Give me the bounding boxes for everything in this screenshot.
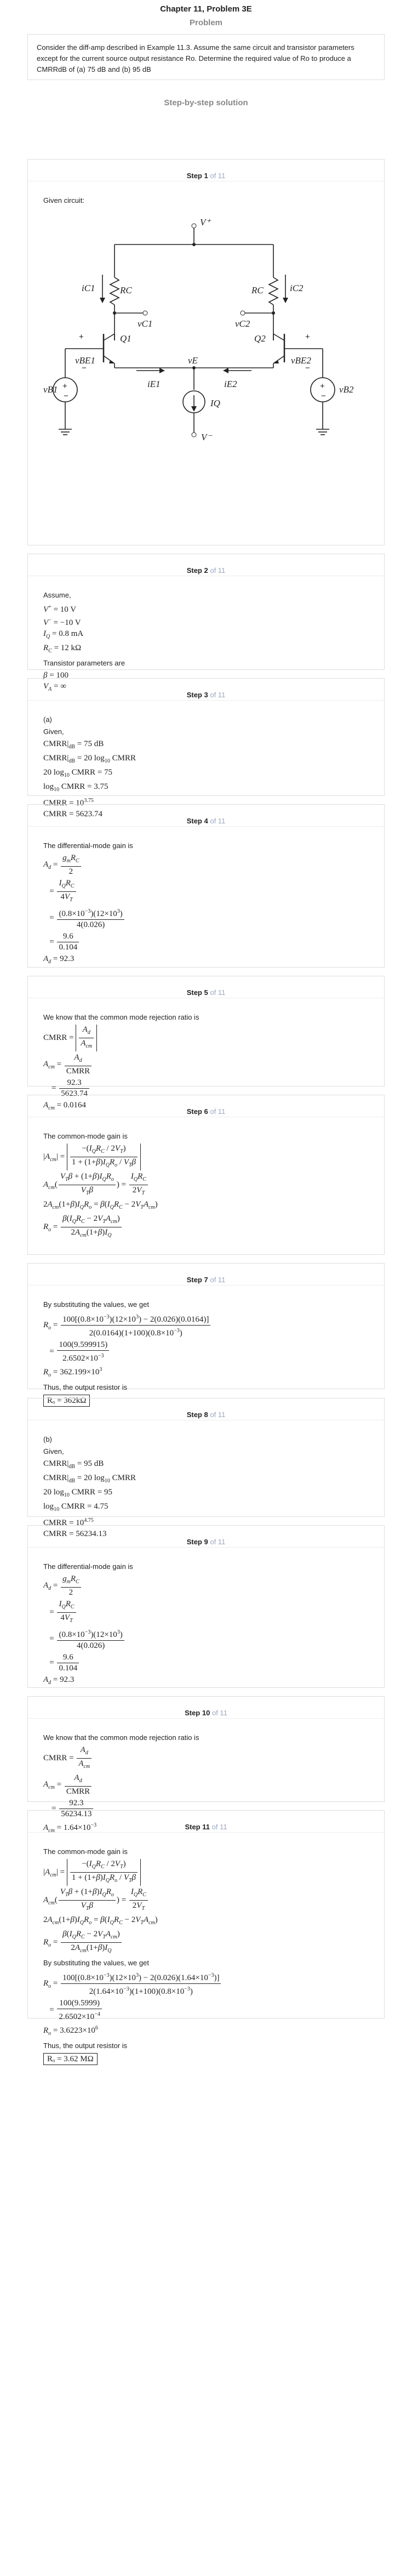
svg-text:+: + bbox=[320, 382, 325, 391]
label-ie1: iE1 bbox=[147, 379, 161, 389]
step-2-header: Step 2 of 11 bbox=[28, 554, 384, 576]
step-2-assume: Assume, bbox=[43, 591, 71, 599]
svg-text:−: − bbox=[64, 391, 68, 401]
step-4-header: Step 4 of 11 bbox=[28, 805, 384, 827]
step-11: Step 11 of 11 The common-mode gain is $|A_{cm}|$ = $\frac{-(I_QR_C / 2V_T)}{1 + (1+\beta)I_QR_o / V_T\beta}$ $A_{cm}$( $\frac{V_T\beta + (1+\beta)I_QR_o}{V_T\beta}$ ) = $\frac{I_QR_C}{2V_T}$ $2A_{cm}(1+\beta)I_QR_o = \beta(I_QR_C - 2V_TA_{cm})$ $R_o$ = $\frac{\beta(I_QR_C - 2V_TA_{cm})}{2A_{cm}(1+\beta)I_Q}$ By substituting the values, we get $R_o$ = $\frac{100[(0.8\times 10^{-3})(12\times 10^3) - 2(0.026)(1.64\times 10^{-3})]}{2(1.64\times 10^{-3})(1+100)(0.8\times 10^{-3})}$ = $\frac{100(9.5999)}{2.6502\times 10^{-4}}$ $R_o = 3.6223\times 10^6$ Thus, the output resistor is Rₒ = 3.62 MΩ bbox=[27, 1810, 385, 2018]
label-ic2: iC2 bbox=[290, 283, 304, 293]
label-q2: Q2 bbox=[254, 333, 266, 344]
step-3-header: Step 3 of 11 bbox=[28, 679, 384, 701]
label-vb2: vB2 bbox=[339, 384, 354, 395]
step-7-thus: Thus, the output resistor is bbox=[43, 1383, 128, 1391]
svg-text:−: − bbox=[82, 363, 87, 373]
step-9-header: Step 9 of 11 bbox=[28, 1526, 384, 1548]
step-2-params: Transistor parameters are bbox=[43, 659, 125, 667]
label-vb1: vB1 bbox=[43, 384, 58, 395]
diff-amp-circuit-diagram bbox=[43, 203, 372, 532]
step-5-text: We know that the common mode rejection ratio is bbox=[43, 1013, 199, 1021]
step-1 bbox=[27, 159, 385, 545]
svg-text:+: + bbox=[79, 332, 84, 342]
label-iq: IQ bbox=[210, 398, 220, 408]
label-ve: vE bbox=[188, 355, 198, 366]
solution-heading: Step-by-step solution bbox=[164, 98, 248, 107]
svg-text:−: − bbox=[305, 363, 310, 373]
label-vc2: vC2 bbox=[235, 319, 250, 329]
step-6-text: The common-mode gain is bbox=[43, 1132, 128, 1140]
label-ic1: iC1 bbox=[82, 283, 95, 293]
step-8-header: Step 8 of 11 bbox=[28, 1398, 384, 1420]
step-1-header: Step 1 of 11 bbox=[28, 160, 384, 181]
step-9-text: The differential-mode gain is bbox=[43, 1562, 133, 1571]
step-10-header: Step 10 of 11 bbox=[28, 1697, 384, 1719]
label-vc1: vC1 bbox=[138, 319, 153, 329]
answer-b: Rₒ = 3.62 MΩ bbox=[43, 2053, 98, 2065]
step-8-given: Given, bbox=[43, 1447, 64, 1455]
problem-statement: Consider the diff-amp described in Example 11.3. Assume the same circuit and transistor parameters except for the current source output resistance Ro. Determine the required value of Ro to produce a CMRRdB of (a) 75 dB and (b) 95 dB bbox=[27, 34, 385, 80]
step-4-text: The differential-mode gain is bbox=[43, 841, 133, 850]
step-2: Step 2 of 11 Assume, V+ = 10 V V− = −10 V $I_Q = 0.8$ mA $R_C = 12$ kΩ Transistor parameters are β = 100 $V_A$ = ∞ bbox=[27, 554, 385, 670]
problem-heading: Problem bbox=[189, 18, 222, 27]
label-vbe1: vBE1 bbox=[75, 355, 95, 366]
step-11-thus: Thus, the output resistor is bbox=[43, 2042, 128, 2050]
step-3: Step 3 of 11 (a) Given, $CMRR|_{dB} = 75$ dB $CMRR|_{dB} = 20$ $\log_{10}$ CMRR 20 $\log_{10}$ CMRR = 75 $\log_{10}$ CMRR = 3.75 CMRR = $10^{3.75}$ CMRR = 5623.74 bbox=[27, 678, 385, 796]
step-5: Step 5 of 11 We know that the common mode rejection ratio is CMRR = $\frac{A_d}{A_{cm}}$ $A_{cm}$ = $\frac{A_d}{\text{CMRR}}$ = $\frac{92.3}{5623.74}$ $A_{cm} = 0.0164$ bbox=[27, 976, 385, 1087]
chapter-title: Chapter 11, Problem 3E bbox=[160, 4, 252, 14]
step-7-text: By substituting the values, we get bbox=[43, 1300, 149, 1309]
step-1-text: Given circuit: bbox=[43, 196, 85, 204]
step-11-text: The common-mode gain is bbox=[43, 1847, 128, 1856]
step-4: Step 4 of 11 The differential-mode gain is $A_d$ = $\frac{g_mR_C}{2}$ = $\frac{I_QR_C}{4V_T}$ = $\frac{(0.8\times 10^{-3})(12\times 10^3)}{4(0.026)}$ = $\frac{9.6}{0.104}$ $A_d = 92.3$ bbox=[27, 804, 385, 968]
step-9: Step 9 of 11 The differential-mode gain is $A_d$ = $\frac{g_mR_C}{2}$ = $\frac{I_QR_C}{4V_T}$ = $\frac{(0.8\times 10^{-3})(12\times 10^3)}{4(0.026)}$ = $\frac{9.6}{0.104}$ $A_d = 92.3$ bbox=[27, 1525, 385, 1688]
step-10: Step 10 of 11 We know that the common mode rejection ratio is CMRR = $\frac{A_d}{A_{cm}}$ $A_{cm}$ = $\frac{A_d}{\text{CMRR}}$ = $\frac{92.3}{56234.13}$ $A_{cm} = 1.64\times 10^{-3}$ bbox=[27, 1696, 385, 1802]
step-5-header: Step 5 of 11 bbox=[28, 976, 384, 998]
step-6-header: Step 6 of 11 bbox=[28, 1095, 384, 1117]
step-7-header: Step 7 of 11 bbox=[28, 1264, 384, 1286]
svg-text:+: + bbox=[305, 332, 310, 342]
step-6: Step 6 of 11 The common-mode gain is $|A_{cm}|$ = $\frac{-(I_QR_C / 2V_T)}{1 + (1+\beta)I_QR_o / V_T\beta}$ $A_{cm}$( $\frac{V_T\beta + (1+\beta)I_QR_o}{V_T\beta}$ ) = $\frac{I_QR_C}{2V_T}$ $2A_{cm}(1+\beta)I_QR_o = \beta(I_QR_C - 2V_TA_{cm})$ $R_o$ = $\frac{\beta(I_QR_C - 2V_TA_{cm})}{2A_{cm}(1+\beta)I_Q}$ bbox=[27, 1095, 385, 1255]
label-ie2: iE2 bbox=[224, 379, 237, 389]
svg-text:−: − bbox=[321, 391, 326, 401]
step-11-header: Step 11 of 11 bbox=[28, 1811, 384, 1833]
label-vplus: V⁺ bbox=[200, 217, 211, 228]
step-7: Step 7 of 11 By substituting the values, we get $R_o$ = $\frac{100[(0.8\times 10^{-3})(12\times 10^3) - 2(0.026)(0.0164)]}{2(0.0164)(1+100)(0.8\times 10^{-3})}$ = $\frac{100(9.599915)}{2.6502\times 10^{-3}}$ $R_o = 362.199\times 10^3$ Thus, the output resistor is Rₒ = 362kΩ bbox=[27, 1263, 385, 1389]
label-rc2: RC bbox=[251, 285, 264, 295]
label-rc1: RC bbox=[120, 285, 132, 295]
step-10-text: We know that the common mode rejection ratio is bbox=[43, 1733, 199, 1742]
step-11-subst: By substituting the values, we get bbox=[43, 1959, 149, 1967]
label-q1: Q1 bbox=[120, 333, 131, 344]
step-8: Step 8 of 11 (b) Given, $CMRR|_{dB} = 95$ dB $CMRR|_{dB} = 20$ $\log_{10}$ CMRR 20 $\log_{10}$ CMRR = 95 $\log_{10}$ CMRR = 4.75 CMRR = $10^{4.75}$ CMRR = 56234.13 bbox=[27, 1398, 385, 1517]
step-8-part: (b) bbox=[43, 1435, 52, 1443]
step-3-part: (a) bbox=[43, 715, 52, 724]
step-3-given: Given, bbox=[43, 727, 64, 736]
svg-text:+: + bbox=[62, 382, 67, 391]
answer-a: Rₒ = 362kΩ bbox=[43, 1395, 90, 1407]
label-vminus: V⁻ bbox=[201, 432, 212, 442]
label-vbe2: vBE2 bbox=[291, 355, 311, 366]
